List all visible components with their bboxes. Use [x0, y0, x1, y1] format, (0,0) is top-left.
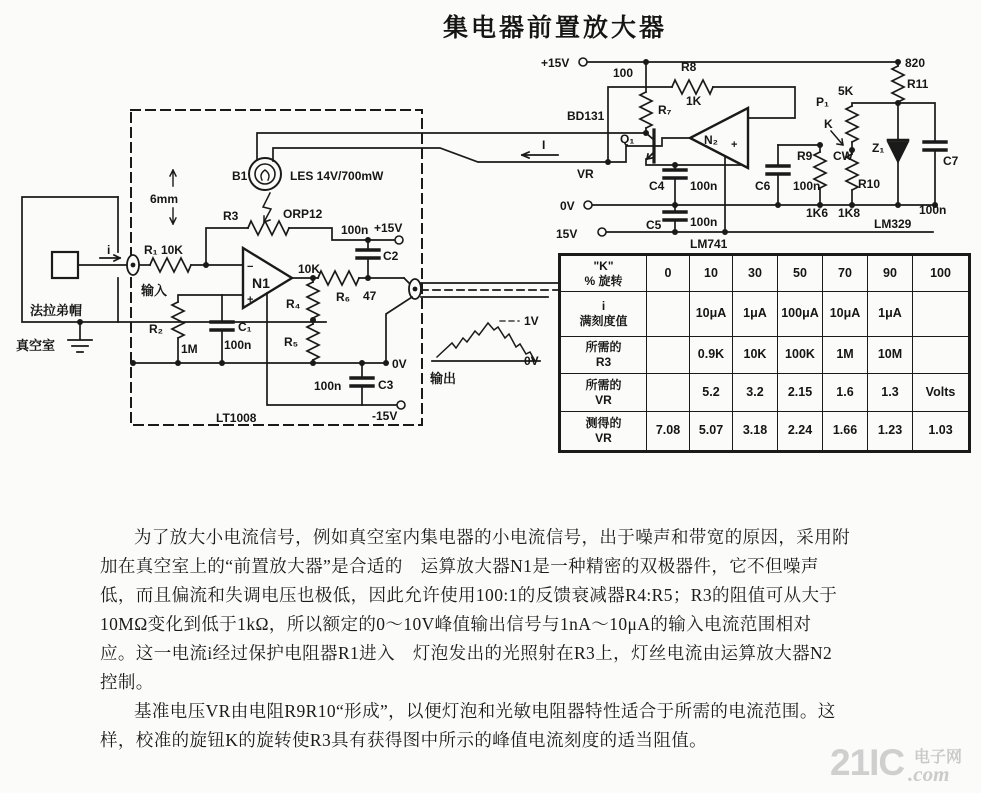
table-cell: 100μA — [778, 292, 823, 337]
watermark-brand: 21IC — [830, 742, 905, 783]
resistor-r8 — [672, 80, 713, 94]
label-k: K — [824, 117, 833, 131]
watermark-cn: 电子网 — [914, 749, 963, 766]
corner-top: "K" — [593, 258, 614, 273]
col-header: 100 — [913, 255, 970, 292]
table-cell: 1.66 — [823, 412, 868, 452]
table-cell: 3.18 — [733, 412, 778, 452]
capacitor-c6 — [767, 166, 789, 174]
wiper-arrow-icon — [831, 131, 843, 145]
col-header: 0 — [647, 255, 690, 292]
resistor-r5 — [307, 324, 319, 360]
label-p1: P₁ — [816, 95, 829, 109]
table-cell: 100K — [778, 337, 823, 374]
light-arrow-icon — [263, 193, 271, 222]
resistor-r6 — [318, 271, 359, 285]
label-lt1008: LT1008 — [216, 411, 257, 425]
opamp-n2 — [690, 108, 748, 168]
label-c3-value: 100n — [314, 379, 342, 393]
label-c1-value: 100n — [224, 338, 252, 352]
body-line: 加在真空室上的“前置放大器”是合适的 运算放大器N1是一种精密的双极器件，它不但噪声 — [100, 556, 819, 576]
k-dial-table — [558, 253, 971, 453]
capacitor-c5 — [664, 212, 686, 220]
lamp-icon — [249, 158, 281, 190]
label-r11-value: 820 — [905, 56, 926, 70]
row-header — [560, 337, 647, 374]
body-line: 控制。 — [100, 672, 154, 692]
table-cell — [913, 292, 970, 337]
label-inner-0v: 0V — [392, 357, 407, 371]
table-cell: 10μA — [690, 292, 733, 337]
label-c7-value: 100n — [919, 203, 947, 217]
table-cell: 2.15 — [778, 374, 823, 412]
label-r3: R3 — [223, 209, 239, 223]
faraday-cup — [52, 252, 78, 278]
current-i-arrow-icon — [522, 152, 558, 158]
label-lm741: LM741 — [690, 237, 728, 251]
label-b1: B1 — [232, 169, 248, 183]
watermark — [824, 742, 979, 792]
col-header: 90 — [868, 255, 913, 292]
table-cell: Volts — [913, 374, 970, 412]
label-c3: C3 — [378, 378, 394, 392]
label-15v: 15V — [556, 227, 578, 241]
label-n1-plus: + — [247, 294, 254, 306]
table-cell: 1.03 — [913, 412, 970, 452]
label-r11: R11 — [907, 77, 929, 91]
table-cell: 1.23 — [868, 412, 913, 452]
table-corner-cell — [560, 255, 647, 292]
capacitor-c2 — [357, 250, 379, 258]
label-r8-value: 1K — [686, 94, 702, 108]
ground-icon — [68, 322, 92, 352]
label-r10: R10 — [858, 177, 881, 191]
label-n1: N1 — [252, 275, 270, 291]
label-z1: Z₁ — [872, 141, 885, 155]
label-c4-value: 100n — [690, 179, 718, 193]
table-row — [560, 374, 970, 412]
label-i-small: i — [107, 243, 111, 257]
col-header: 30 — [733, 255, 778, 292]
label-c4: C4 — [649, 179, 665, 193]
resistor-r7 — [640, 92, 652, 128]
label-r6-value: 47 — [363, 289, 377, 303]
label-r4-value: 10K — [298, 262, 321, 276]
label-r10-value: 1K8 — [838, 206, 861, 220]
resistor-r4 — [307, 282, 319, 318]
table-cell: 1.3 — [868, 374, 913, 412]
corner-bottom: % 旋转 — [584, 273, 623, 288]
label-i: I — [542, 138, 546, 152]
output-waveform — [437, 323, 535, 361]
table-cell — [647, 374, 690, 412]
label-r9-value: 1K6 — [806, 206, 829, 220]
label-supply-pos: +15V — [541, 56, 570, 70]
table-cell: 1M — [823, 337, 868, 374]
label-orp12: ORP12 — [283, 207, 323, 221]
terminal-15v-bottom — [598, 228, 606, 236]
label-n2-plus: + — [731, 139, 738, 151]
zener-z1 — [888, 142, 908, 162]
label-p1-value: 5K — [838, 84, 854, 98]
table-cell: 0.9K — [690, 337, 733, 374]
col-header: 10 — [690, 255, 733, 292]
body-line: 10MΩ变化到低于1kΩ，所以额定的0～10V峰值输出信号与1nA～10μA的输入电流范围相对 — [100, 614, 812, 634]
label-c7: C7 — [943, 154, 959, 168]
label-input: 输入 — [141, 283, 168, 298]
label-c5: C5 — [646, 218, 662, 232]
table-cell: 5.2 — [690, 374, 733, 412]
label-wave-1v: 1V — [524, 314, 539, 328]
row-header — [560, 374, 647, 412]
table-cell: 3.2 — [733, 374, 778, 412]
label-6mm: 6mm — [150, 192, 179, 206]
table-cell: 1μA — [733, 292, 778, 337]
table-cell: 5.07 — [690, 412, 733, 452]
body-line: 低，而且偏流和失调电压也极低，因此允许使用100:1的反馈衰减器R4:R5；R3的阻值可从大于 — [100, 585, 838, 605]
label-c2-cap-value: 100n — [341, 223, 369, 237]
label-c2: C2 — [383, 249, 399, 263]
label-bd131: BD131 — [567, 109, 605, 123]
label-n1-minus: − — [247, 261, 254, 273]
table-cell: 2.24 — [778, 412, 823, 452]
label-0v: 0V — [560, 199, 575, 213]
table-row — [560, 412, 970, 452]
capacitor-c1 — [211, 322, 233, 330]
watermark-suffix: .com — [908, 762, 950, 786]
col-header: 50 — [778, 255, 823, 292]
table-cell: 1μA — [868, 292, 913, 337]
label-faraday: 法拉弟帽 — [30, 303, 83, 318]
label-r2: R₂ — [149, 322, 163, 336]
row-label-bottom: 满刻度值 — [579, 314, 628, 328]
label-r9: R9 — [797, 149, 813, 163]
table-cell — [647, 292, 690, 337]
table-row — [560, 337, 970, 374]
label-cw: CW — [833, 149, 853, 163]
terminal-15v-top — [579, 58, 587, 66]
label-n2: N₂ — [704, 133, 718, 147]
label-c6: C6 — [755, 179, 771, 193]
row-label-top: 所需的 — [585, 340, 622, 354]
resistor-r11 — [892, 66, 904, 102]
table-cell: 1.6 — [823, 374, 868, 412]
label-r8: R8 — [681, 60, 697, 74]
table-cell: 10M — [868, 337, 913, 374]
table-cell — [913, 337, 970, 374]
label-c5-value: 100n — [690, 215, 718, 229]
label-lamp-spec: LES 14V/700mW — [290, 169, 384, 183]
row-label-top: 测得的 — [585, 416, 622, 430]
row-label-top: 所需的 — [585, 377, 622, 392]
page-title: 集电器前置放大器 — [442, 14, 667, 42]
row-label-top: i — [601, 299, 606, 313]
row-label-bottom: VR — [595, 392, 612, 407]
label-r1: R₁ 10K — [144, 243, 183, 257]
label-lm329: LM329 — [874, 217, 912, 231]
body-line: 样，校准的旋钮K的旋转使R3具有获得图中所示的峰值电流刻度的适当阻值。 — [100, 730, 708, 750]
label-r6: R₆ — [336, 290, 351, 304]
resistor-r1 — [150, 258, 191, 272]
label-c6-value: 100n — [793, 179, 821, 193]
label-output: 输出 — [430, 371, 457, 386]
resistor-r2 — [172, 302, 184, 338]
resistor-r3 — [248, 221, 289, 235]
col-header: 70 — [823, 255, 868, 292]
row-label-bottom: R3 — [595, 355, 612, 369]
table-cell: 7.08 — [647, 412, 690, 452]
table-row — [560, 292, 970, 337]
row-header — [560, 412, 647, 452]
table-cell: 10μA — [823, 292, 868, 337]
label-c2-supply: +15V — [374, 221, 403, 235]
table-cell: 10K — [733, 337, 778, 374]
terminal-0v — [584, 201, 592, 209]
capacitor-c4 — [664, 170, 686, 178]
label-r7-value: 100 — [613, 66, 634, 80]
capacitor-c3 — [351, 378, 373, 386]
label-r2-value: 1M — [181, 342, 198, 356]
row-header — [560, 292, 647, 337]
body-line: 为了放大小电流信号，例如真空室内集电器的小电流信号，出于噪声和带宽的原因，采用附 — [134, 527, 850, 547]
body-line: 基准电压VR由电阻R9R10“形成”，以便灯泡和光敏电阻器特性适合于所需的电流范围。这 — [134, 701, 836, 721]
table-cell — [647, 337, 690, 374]
label-r7: R₇ — [658, 103, 672, 117]
row-label-bottom: VR — [595, 431, 612, 445]
terminal-15v-pos — [395, 236, 403, 244]
label-r5: R₅ — [284, 335, 299, 349]
label-wave-0v: 0V — [524, 354, 539, 368]
label-c1: C₁ — [238, 320, 252, 334]
capacitor-c7 — [924, 142, 946, 150]
table-header-row — [560, 255, 970, 292]
label-neg15v: -15V — [372, 409, 398, 423]
label-chamber: 真空室 — [16, 338, 56, 353]
label-r4: R₄ — [286, 297, 301, 311]
body-line: 应。这一电流i经过保护电阻器R1进入 灯泡发出的光照射在R3上，灯丝电流由运算放大器N2 — [100, 643, 833, 663]
label-vr: VR — [577, 167, 594, 181]
label-q1: Q₁ — [620, 132, 635, 146]
terminal-15v-neg — [397, 401, 405, 409]
pot-p1 — [846, 106, 858, 142]
